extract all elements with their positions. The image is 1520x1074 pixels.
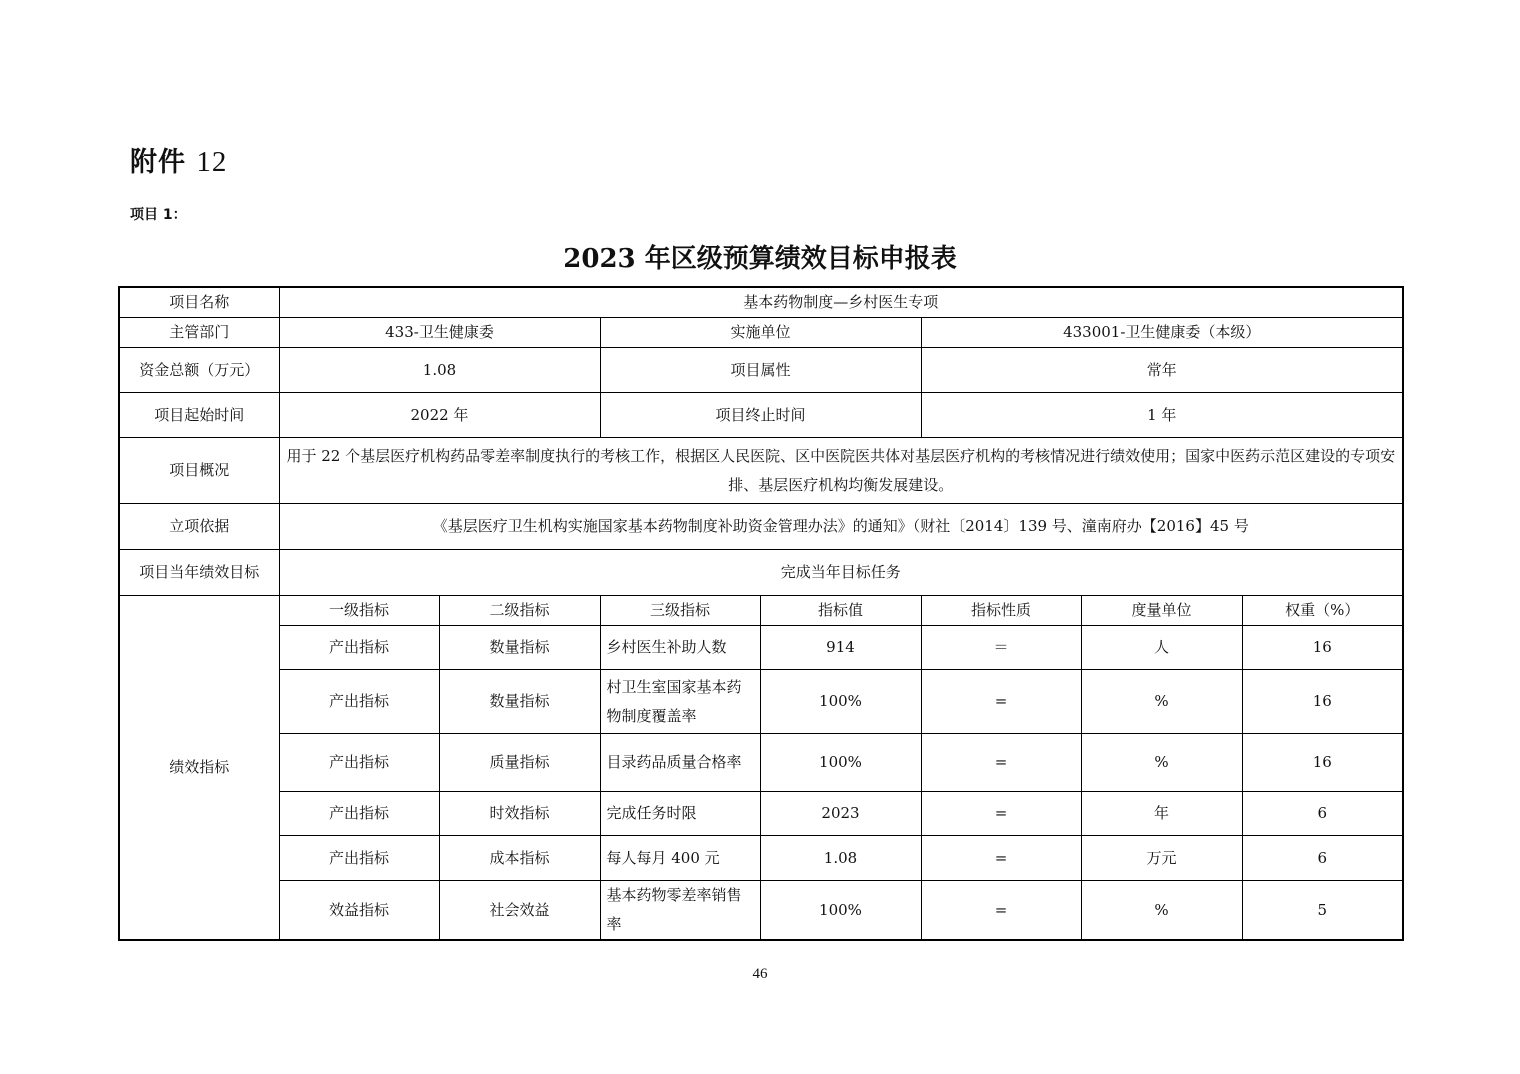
indicator-nature: ＝ bbox=[921, 626, 1081, 670]
indicator-weight: 16 bbox=[1242, 626, 1403, 670]
indicator-row bbox=[119, 836, 1403, 881]
funds-value: 1.08 bbox=[279, 348, 600, 393]
indicator-value: 914 bbox=[760, 626, 921, 670]
attachment-number: 12 bbox=[196, 146, 228, 178]
indicator-level1: 产出指标 bbox=[279, 734, 439, 792]
indicator-value: 1.08 bbox=[760, 836, 921, 881]
indicator-value: 100% bbox=[760, 881, 921, 941]
indicator-level1: 产出指标 bbox=[279, 836, 439, 881]
page-number: 46 bbox=[752, 966, 768, 982]
indicator-unit: % bbox=[1081, 734, 1242, 792]
indicator-unit: 年 bbox=[1081, 792, 1242, 836]
indicator-value: 100% bbox=[760, 734, 921, 792]
indicator-level2: 数量指标 bbox=[439, 670, 600, 734]
project-name-label: 项目名称 bbox=[119, 287, 279, 318]
indicator-level2: 社会效益 bbox=[439, 881, 600, 941]
basis-label: 立项依据 bbox=[119, 504, 279, 550]
indicator-row bbox=[119, 881, 1403, 941]
indicator-weight: 16 bbox=[1242, 734, 1403, 792]
indicator-level1: 产出指标 bbox=[279, 670, 439, 734]
header-level3: 三级指标 bbox=[600, 596, 760, 626]
header-weight: 权重（%） bbox=[1242, 596, 1403, 626]
budget-target-table bbox=[118, 286, 1404, 941]
indicator-value: 2023 bbox=[760, 792, 921, 836]
header-unit: 度量单位 bbox=[1081, 596, 1242, 626]
start-value: 2022 年 bbox=[279, 393, 600, 438]
indicator-unit: % bbox=[1081, 670, 1242, 734]
indicator-weight: 5 bbox=[1242, 881, 1403, 941]
indicator-header-row bbox=[119, 596, 1403, 626]
dept-value: 433-卫生健康委 bbox=[279, 318, 600, 348]
row-basis bbox=[119, 504, 1403, 550]
indicator-unit: 万元 bbox=[1081, 836, 1242, 881]
indicator-level1: 产出指标 bbox=[279, 792, 439, 836]
indicator-level3: 村卫生室国家基本药物制度覆盖率 bbox=[600, 670, 760, 734]
attr-value: 常年 bbox=[921, 348, 1403, 393]
indicator-nature: = bbox=[921, 836, 1081, 881]
row-overview bbox=[119, 438, 1403, 504]
indicator-level3: 基本药物零差率销售率 bbox=[600, 881, 760, 941]
indicator-level2: 数量指标 bbox=[439, 626, 600, 670]
basis-value: 《基层医疗卫生机构实施国家基本药物制度补助资金管理办法》的通知》（财社〔2014〕139 号、潼南府办【2016】45 号 bbox=[279, 504, 1403, 550]
indicator-nature: = bbox=[921, 792, 1081, 836]
end-label: 项目终止时间 bbox=[600, 393, 921, 438]
end-value: 1 年 bbox=[921, 393, 1403, 438]
row-department bbox=[119, 318, 1403, 348]
goal-label: 项目当年绩效目标 bbox=[119, 550, 279, 596]
goal-value: 完成当年目标任务 bbox=[279, 550, 1403, 596]
project-label: 项目 1： bbox=[130, 207, 187, 223]
indicator-value: 100% bbox=[760, 670, 921, 734]
indicator-row bbox=[119, 626, 1403, 670]
impl-label: 实施单位 bbox=[600, 318, 921, 348]
indicator-level2: 时效指标 bbox=[439, 792, 600, 836]
indicator-nature: = bbox=[921, 670, 1081, 734]
indicators-section-label: 绩效指标 bbox=[119, 596, 279, 941]
overview-value: 用于 22 个基层医疗机构药品零差率制度执行的考核工作，根据区人民医院、区中医院医共体对基层医疗机构的考核情况进行绩效使用；国家中医药示范区建设的专项安排、基层医疗机构均衡发展建设。 bbox=[279, 438, 1403, 504]
project-name-value: 基本药物制度—乡村医生专项 bbox=[279, 287, 1403, 318]
indicator-level3: 每人每月 400 元 bbox=[600, 836, 760, 881]
indicator-level3: 完成任务时限 bbox=[600, 792, 760, 836]
indicator-row bbox=[119, 670, 1403, 734]
indicator-unit: 人 bbox=[1081, 626, 1242, 670]
indicator-row bbox=[119, 792, 1403, 836]
indicator-weight: 16 bbox=[1242, 670, 1403, 734]
indicator-unit: % bbox=[1081, 881, 1242, 941]
start-label: 项目起始时间 bbox=[119, 393, 279, 438]
indicator-level1: 产出指标 bbox=[279, 626, 439, 670]
attachment-heading bbox=[130, 140, 227, 179]
indicator-level1: 效益指标 bbox=[279, 881, 439, 941]
header-level2: 二级指标 bbox=[439, 596, 600, 626]
overview-label: 项目概况 bbox=[119, 438, 279, 504]
row-project-name bbox=[119, 287, 1403, 318]
indicator-level3: 目录药品质量合格率 bbox=[600, 734, 760, 792]
indicator-weight: 6 bbox=[1242, 836, 1403, 881]
indicator-level3: 乡村医生补助人数 bbox=[600, 626, 760, 670]
impl-value: 433001-卫生健康委（本级） bbox=[921, 318, 1403, 348]
indicator-row bbox=[119, 734, 1403, 792]
attachment-label: 附件 bbox=[130, 147, 186, 178]
row-funds bbox=[119, 348, 1403, 393]
header-nature: 指标性质 bbox=[921, 596, 1081, 626]
indicator-nature: = bbox=[921, 734, 1081, 792]
form-title: 2023 年区级预算绩效目标申报表 bbox=[563, 244, 957, 274]
row-goal bbox=[119, 550, 1403, 596]
funds-label: 资金总额（万元） bbox=[119, 348, 279, 393]
header-level1: 一级指标 bbox=[279, 596, 439, 626]
attr-label: 项目属性 bbox=[600, 348, 921, 393]
dept-label: 主管部门 bbox=[119, 318, 279, 348]
indicator-nature: = bbox=[921, 881, 1081, 941]
indicator-level2: 质量指标 bbox=[439, 734, 600, 792]
header-value: 指标值 bbox=[760, 596, 921, 626]
indicator-level2: 成本指标 bbox=[439, 836, 600, 881]
indicator-weight: 6 bbox=[1242, 792, 1403, 836]
row-time bbox=[119, 393, 1403, 438]
